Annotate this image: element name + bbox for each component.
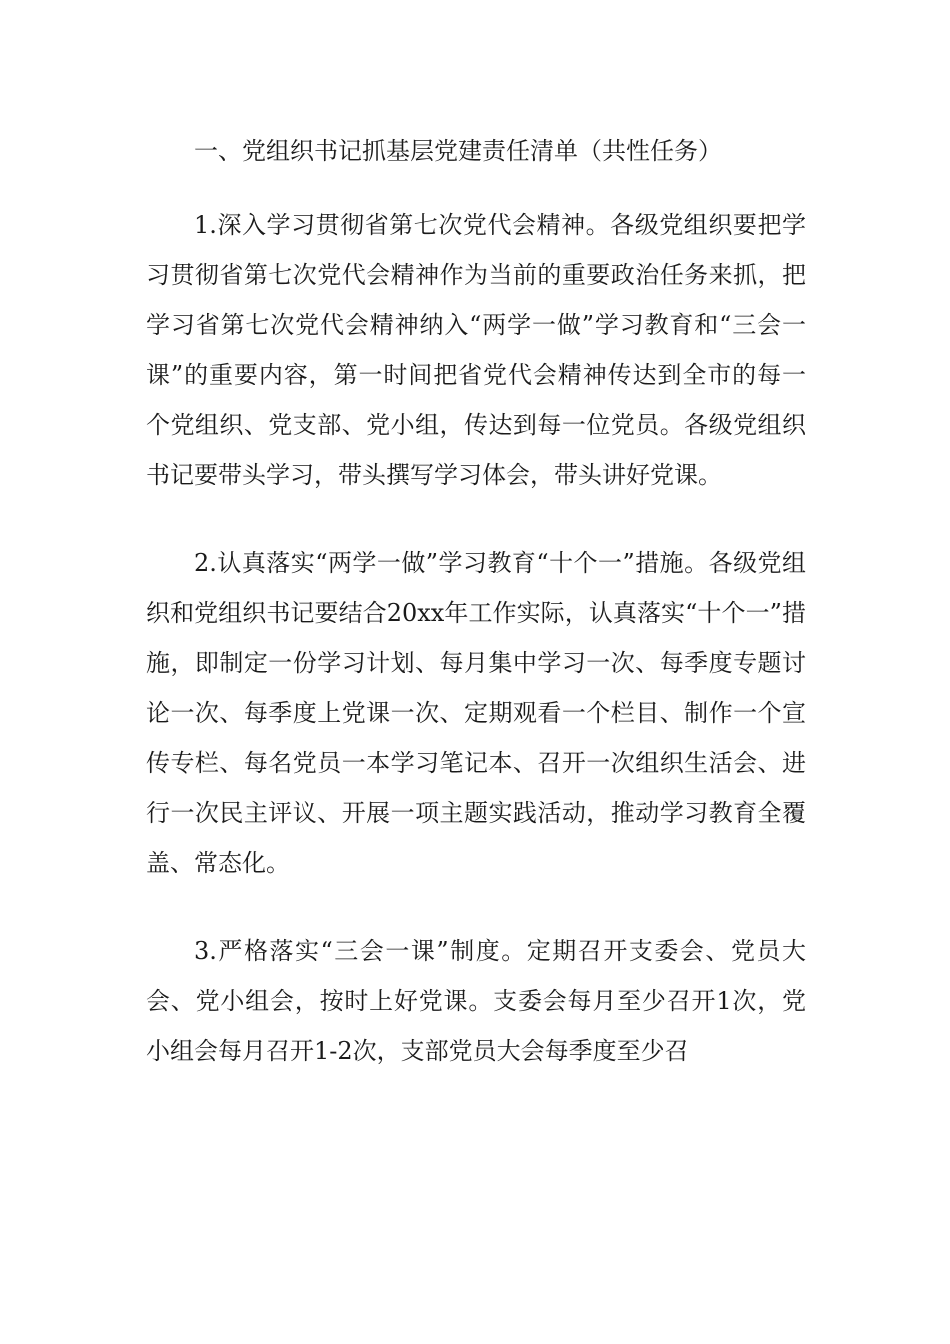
section-heading: 一、党组织书记抓基层党建责任清单（共性任务） — [194, 137, 722, 165]
paragraph-2: 2.认真落实“两学一做”学习教育“十个一”措施。各级党组织和党组织书记要结合20xx年工作实际，认真落实“十个一”措施，即制定一份学习计划、每月集中学习一次、每季度专题讨论一次、每季度上党课一次、定期观看一个栏目、制作一个宣传专栏、每名党员一本学习笔记本、召开一次组织生活会、进行一次民主评议、开展一项主题实践活动，推动学习教育全覆盖、常态化。 — [146, 549, 806, 877]
paragraph-1: 1.深入学习贯彻省第七次党代会精神。各级党组织要把学习贯彻省第七次党代会精神作为当前的重要政治任务来抓，把学习省第七次党代会精神纳入“两学一做”学习教育和“三会一课”的重要内容，第一时间把省党代会精神传达到全市的每一个党组织、党支部、党小组，传达到每一位党员。各级党组织书记要带头学习，带头撰写学习体会，带头讲好党课。 — [146, 211, 806, 489]
paragraph-3: 3.严格落实“三会一课”制度。定期召开支委会、党员大会、党小组会，按时上好党课。支委会每月至少召开1次，党小组会每月召开1-2次，支部党员大会每季度至少召 — [146, 937, 806, 1065]
document-page — [146, 126, 806, 1114]
